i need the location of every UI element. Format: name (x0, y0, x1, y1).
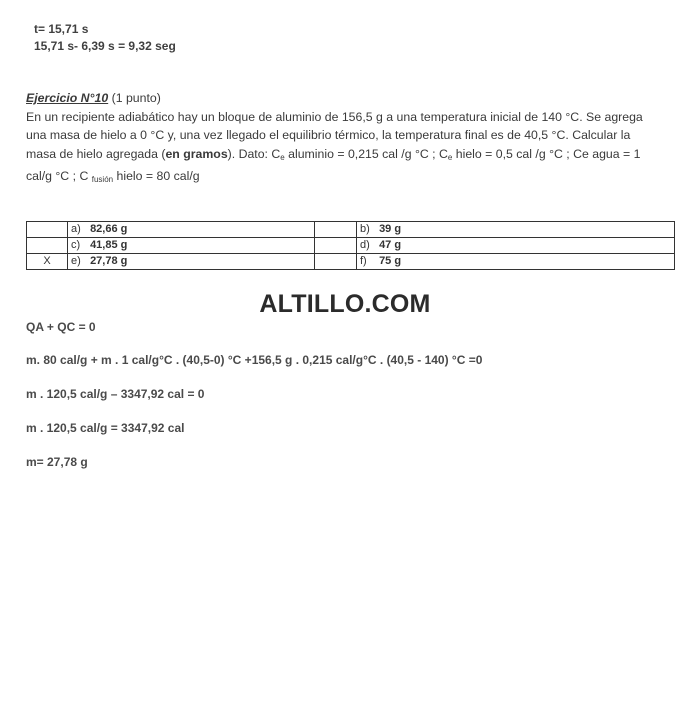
option-letter: d) (360, 239, 370, 251)
option-value: 39 g (379, 223, 402, 235)
selection-mark: X (27, 254, 68, 270)
option-a (68, 222, 315, 238)
statement-line-2: una masa de hielo a 0 °C y, una vez llegado el equilibrio térmico, la temperatura final es de 40,5 °C. Calcular la (26, 128, 631, 142)
subscript: fusión (91, 175, 114, 184)
subscript: e (447, 152, 453, 162)
table-row (27, 238, 675, 254)
statement-text: hielo = 0,5 cal /g °C ; Ce agua = 1 (452, 146, 641, 161)
exercise-statement (26, 89, 686, 190)
statement-text: cal/g °C ; C (26, 169, 92, 183)
option-letter: b) (360, 223, 370, 235)
empty-cell (315, 222, 357, 238)
solution-step-3: m . 120,5 cal/g – 3347,92 cal = 0 (26, 387, 205, 401)
option-value: 41,85 g (90, 239, 128, 251)
exercise-heading: Ejercicio N°10 (26, 91, 109, 105)
option-letter: f) (360, 255, 367, 267)
solution-step-2: m. 80 cal/g + m . 1 cal/g°C . (40,5-0) °C +156,5 g . 0,215 cal/g°C . (40,5 - 140) °C =0 (26, 353, 483, 367)
subscript: e (280, 152, 285, 162)
previous-result-line-2: 15,71 s- 6,39 s = 9,32 seg (34, 39, 176, 53)
statement-text: masa de hielo agregada ( (26, 146, 166, 161)
option-value: 27,78 g (90, 255, 128, 267)
option-letter: e) (71, 255, 81, 267)
empty-cell (315, 238, 357, 254)
option-value: 47 g (379, 239, 402, 251)
answer-options-table (26, 221, 675, 270)
solution-result: m= 27,78 g (26, 455, 88, 469)
site-watermark: ALTILLO.COM (259, 290, 431, 318)
option-b (357, 222, 675, 238)
option-letter: a) (71, 223, 81, 235)
empty-cell (315, 254, 357, 270)
statement-text: hielo = 80 cal/g (113, 169, 200, 183)
option-d (357, 238, 675, 254)
previous-result-line-1: t= 15,71 s (34, 22, 89, 36)
solution-step-1: QA + QC = 0 (26, 320, 96, 334)
option-e (68, 254, 315, 270)
selection-mark (27, 222, 68, 238)
exercise-points: (1 punto) (111, 91, 161, 105)
selection-mark (27, 238, 68, 254)
statement-line-4 (26, 167, 686, 190)
statement-emphasis: en gramos (165, 146, 228, 161)
option-c (68, 238, 315, 254)
solution-step-4: m . 120,5 cal/g = 3347,92 cal (26, 421, 185, 435)
option-value: 82,66 g (90, 223, 128, 235)
option-f (357, 254, 675, 270)
exercise-title-line (26, 89, 686, 108)
table-row (27, 222, 675, 238)
table-row (27, 254, 675, 270)
option-letter: c) (71, 239, 81, 251)
statement-line-3 (26, 145, 686, 168)
statement-text: aluminio = 0,215 cal /g °C ; C (284, 146, 448, 161)
statement-text: ). Dato: C (227, 146, 281, 161)
option-value: 75 g (379, 255, 402, 267)
statement-line-1: En un recipiente adiabático hay un bloque de aluminio de 156,5 g a una temperatura inicial de 140 °C. Se agrega (26, 109, 643, 124)
